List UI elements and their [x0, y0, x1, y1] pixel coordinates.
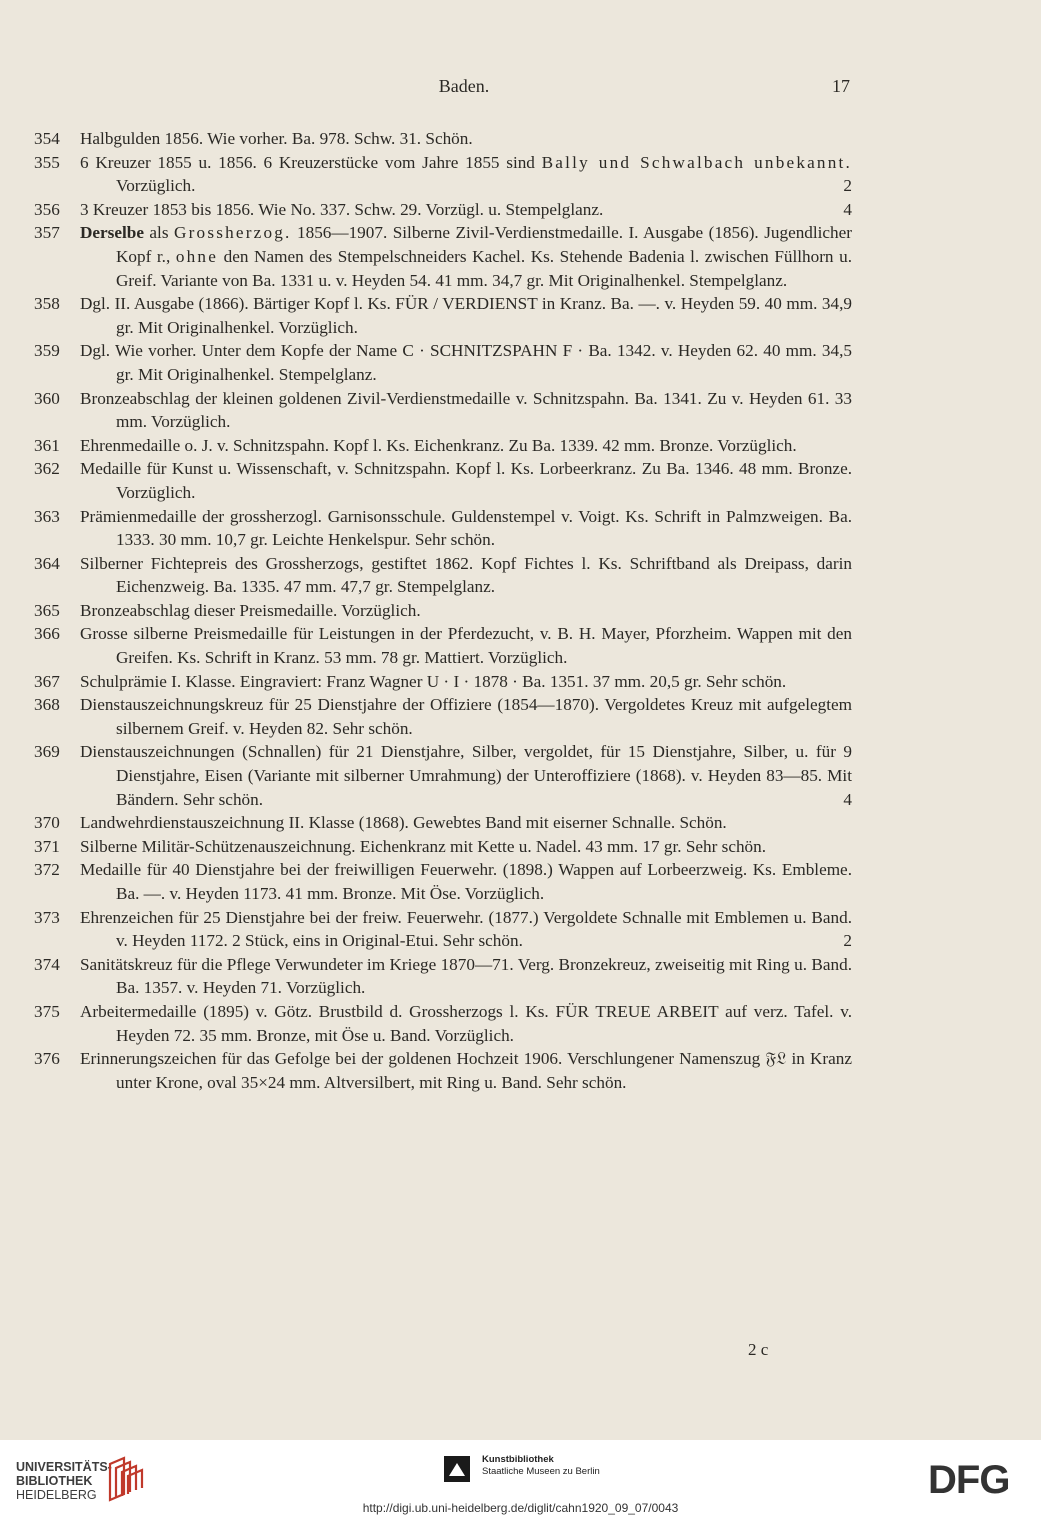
entry-price: 4 — [843, 199, 852, 219]
entry-number: 362 — [34, 459, 60, 479]
page-number: 17 — [832, 76, 850, 96]
entry-number: 372 — [34, 860, 60, 880]
list-item — [34, 811, 852, 835]
entry-number: 365 — [34, 600, 60, 620]
list-item — [34, 339, 852, 386]
entry-list — [34, 127, 852, 1094]
entry-number: 376 — [34, 1049, 60, 1069]
entry-number: 358 — [34, 294, 60, 314]
list-item — [34, 858, 852, 905]
list-item — [34, 221, 852, 292]
list-item — [34, 151, 852, 198]
entry-text: Dgl. II. Ausgabe (1866). Bärtiger Kopf l. Ks. FÜR / VERDIENST in Kranz. Ba. —. v. Heyden 59. 40 mm. 34,9 gr. Mit Originalhenkel. Vorzüglich. — [80, 294, 852, 337]
list-item — [34, 906, 852, 953]
entry-number: 354 — [34, 129, 60, 148]
ub-heidelberg-logo-text — [16, 1460, 112, 1502]
entry-text: Dgl. Wie vorher. Unter dem Kopfe der Name C · SCHNITZSPAHN F · Ba. 1342. v. Heyden 62. 40 mm. 34,5 gr. Mit Originalhenkel. Stempelglanz. — [80, 341, 852, 384]
entry-text-spaced: Bally und Schwalbach unbekannt. — [541, 152, 852, 172]
signature-mark: 2 c — [748, 1340, 769, 1359]
entry-text: Silberner Fichtepreis des Grossherzogs, gestiftet 1862. Kopf Fichtes l. Ks. Schriftband als Dreipass, darin Eichenzweig. Ba. 1335. 47 mm. 47,7 gr. Stempelglanz. — [80, 553, 852, 597]
page-title: Baden. — [438, 76, 490, 96]
list-item — [34, 1047, 852, 1094]
entry-number: 361 — [34, 435, 60, 455]
entry-text: Ehrenzeichen für 25 Dienstjahre bei der freiw. Feuerwehr. (1877.) Vergoldete Schnalle mit Emblemen u. Band. v. Heyden 1172. 2 Stück, eins in Original-Etui. Sehr schön. — [80, 907, 852, 951]
entry-number: 369 — [34, 742, 60, 762]
ub-line: BIBLIOTHEK — [16, 1474, 93, 1488]
entry-number: 364 — [34, 553, 60, 573]
entry-text: Grosse silberne Preismedaille für Leistungen in der Pferdezucht, v. B. H. Mayer, Pforzheim. Wappen mit den Greifen. Ks. Schrift in Kranz. 53 mm. 78 gr. Mattiert. Vorzüglich. — [80, 624, 852, 668]
entry-number: 366 — [34, 624, 60, 644]
list-item — [34, 740, 852, 811]
entry-text: Medaille für 40 Dienstjahre bei der freiwilligen Feuerwehr. (1898.) Wappen auf Lorbeerzweig. Ks. Embleme. Ba. —. v. Heyden 1173. 41 mm. Bronze. Mit Öse. Vorzüglich. — [80, 860, 852, 903]
entry-text: Dienstauszeichnungen (Schnallen) für 21 Dienstjahre, Silber, vergoldet, für 15 Dienstjahre, Silber, u. für 9 Dienstjahre, Eisen (Variante mit silberner Umrahmung) der Unteroffiziere (1868). v. Heyden 83—85. Mit Bändern. Sehr schön. — [80, 742, 852, 809]
kunstbibliothek-text — [482, 1454, 600, 1478]
entry-number: 375 — [34, 1001, 60, 1021]
entry-number: 356 — [34, 199, 60, 219]
entry-number: 370 — [34, 813, 60, 833]
entry-number: 374 — [34, 954, 60, 974]
entry-text-spaced: ohne — [175, 246, 219, 266]
entry-text: Vorzüglich. — [116, 176, 196, 196]
entry-text: Halbgulden 1856. Wie vorher. Ba. 978. Schw. 31. Schön. — [80, 129, 473, 148]
list-item — [34, 1000, 852, 1047]
ub-line: UNIVERSITÄTS- — [16, 1460, 112, 1474]
list-item — [34, 953, 852, 1000]
entry-number: 357 — [34, 223, 60, 243]
entry-text: 6 Kreuzer 1855 u. 1856. 6 Kreuzerstücke vom Jahre 1855 sind — [80, 152, 542, 172]
kb-line: Staatliche Museen zu Berlin — [482, 1466, 600, 1477]
ub-line: HEIDELBERG — [16, 1488, 97, 1502]
entry-text: Silberne Militär-Schützenauszeichnung. Eichenkranz mit Kette u. Nadel. 43 mm. 17 gr. Sehr schön. — [80, 836, 767, 856]
entry-text: Erinnerungszeichen für das Gefolge bei der goldenen Hochzeit 1906. Verschlungener Namenszug 𝔉𝔏 in Kranz unter Krone, oval 35×24 mm. Altversilbert, mit Ring u. Band. Sehr schön. — [80, 1049, 852, 1092]
entry-text: Medaille für Kunst u. Wissenschaft, v. Schnitzspahn. Kopf l. Ks. Lorbeerkranz. Zu Ba. 1346. 48 mm. Bronze. Vorzüglich. — [80, 459, 852, 502]
ub-heidelberg-logo-icon — [104, 1454, 148, 1504]
kunstbibliothek-logo-icon — [444, 1456, 470, 1482]
list-item — [34, 457, 852, 504]
list-item — [34, 693, 852, 740]
entry-number: 355 — [34, 152, 60, 172]
entry-price: 2 — [843, 176, 852, 196]
entry-text: den Namen des Stempelschneiders Kachel. Ks. Stehende Badenia l. zwischen Füllhorn u. Greif. Variante von Ba. 1331 u. v. Heyden 54. 41 mm. 34,7 gr. Mit Originalhenkel. Stempelglanz. — [116, 246, 852, 290]
entry-price: 2 — [843, 931, 852, 951]
entry-number: 371 — [34, 836, 60, 856]
page-header — [0, 76, 1041, 100]
entry-text: Bronzeabschlag dieser Preismedaille. Vorzüglich. — [80, 600, 421, 620]
list-item — [34, 622, 852, 669]
list-item — [34, 434, 852, 458]
entry-text-spaced: Grossherzog. — [173, 223, 292, 243]
entry-text: Bronzeabschlag der kleinen goldenen Zivil-Verdienstmedaille v. Schnitzspahn. Ba. 1341. Zu v. Heyden 61. 33 mm. Vorzüglich. — [80, 388, 852, 432]
entry-number: 368 — [34, 695, 60, 715]
entry-text: Schulprämie I. Klasse. Eingraviert: Franz Wagner U · I · 1878 · Ba. 1351. 37 mm. 20,5 gr. Sehr schön. — [80, 671, 787, 691]
list-item — [34, 670, 852, 694]
list-item — [34, 505, 852, 552]
list-item — [34, 198, 852, 222]
entry-text: als — [143, 223, 174, 243]
entry-number: 363 — [34, 506, 60, 526]
entry-text: 1856—1907. Silberne Zivil-Verdienstmedaille. I. Ausgabe (1856). Jugendlicher Kopf r., — [116, 223, 853, 266]
list-item — [34, 387, 852, 434]
entry-text-bold: Derselbe — [80, 223, 144, 243]
entry-price: 4 — [843, 789, 852, 809]
list-item — [34, 127, 852, 151]
entry-text: Ehrenmedaille o. J. v. Schnitzspahn. Kopf l. Ks. Eichenkranz. Zu Ba. 1339. 42 mm. Bronze. Vorzüglich. — [80, 435, 797, 455]
list-item — [34, 835, 852, 859]
entry-text: Arbeitermedaille (1895) v. Götz. Brustbild d. Grossherzogs l. Ks. FÜR TREUE ARBEIT auf verz. Tafel. v. Heyden 72. 35 mm. Bronze, mit Öse u. Band. Vorzüglich. — [80, 1001, 852, 1045]
list-item — [34, 292, 852, 339]
list-item — [34, 552, 852, 599]
entry-text: Prämienmedaille der grossherzogl. Garnisonsschule. Guldenstempel v. Voigt. Ks. Schrift in Palmzweigen. Ba. 1333. 30 mm. 10,7 gr. Leichte Henkelspur. Sehr schön. — [80, 506, 852, 550]
entry-text: 3 Kreuzer 1853 bis 1856. Wie No. 337. Schw. 29. Vorzügl. u. Stempelglanz. — [80, 199, 604, 219]
entry-text: Landwehrdienstauszeichnung II. Klasse (1868). Gewebtes Band mit eiserner Schnalle. Schön. — [80, 813, 727, 833]
kb-line: Kunstbibliothek — [482, 1454, 554, 1465]
source-url[interactable]: http://digi.ub.uni-heidelberg.de/diglit/cahn1920_09_07/0043 — [362, 1501, 679, 1515]
entry-number: 359 — [34, 341, 60, 361]
digitization-footer — [0, 1440, 1041, 1519]
entry-text: Dienstauszeichnungskreuz für 25 Dienstjahre der Offiziere (1854—1870). Vergoldetes Kreuz mit aufgelegtem silbernem Greif. v. Heyden 82. Sehr schön. — [80, 695, 852, 738]
entry-text: Sanitätskreuz für die Pflege Verwundeter im Kriege 1870—71. Verg. Bronzekreuz, zweiseitig mit Ring u. Band. Ba. 1357. v. Heyden 71. Vorzüglich. — [80, 954, 852, 998]
dfg-logo: DFG — [928, 1458, 1010, 1502]
entry-number: 360 — [34, 388, 60, 408]
list-item — [34, 599, 852, 623]
entry-number: 373 — [34, 907, 60, 927]
entry-number: 367 — [34, 671, 60, 691]
